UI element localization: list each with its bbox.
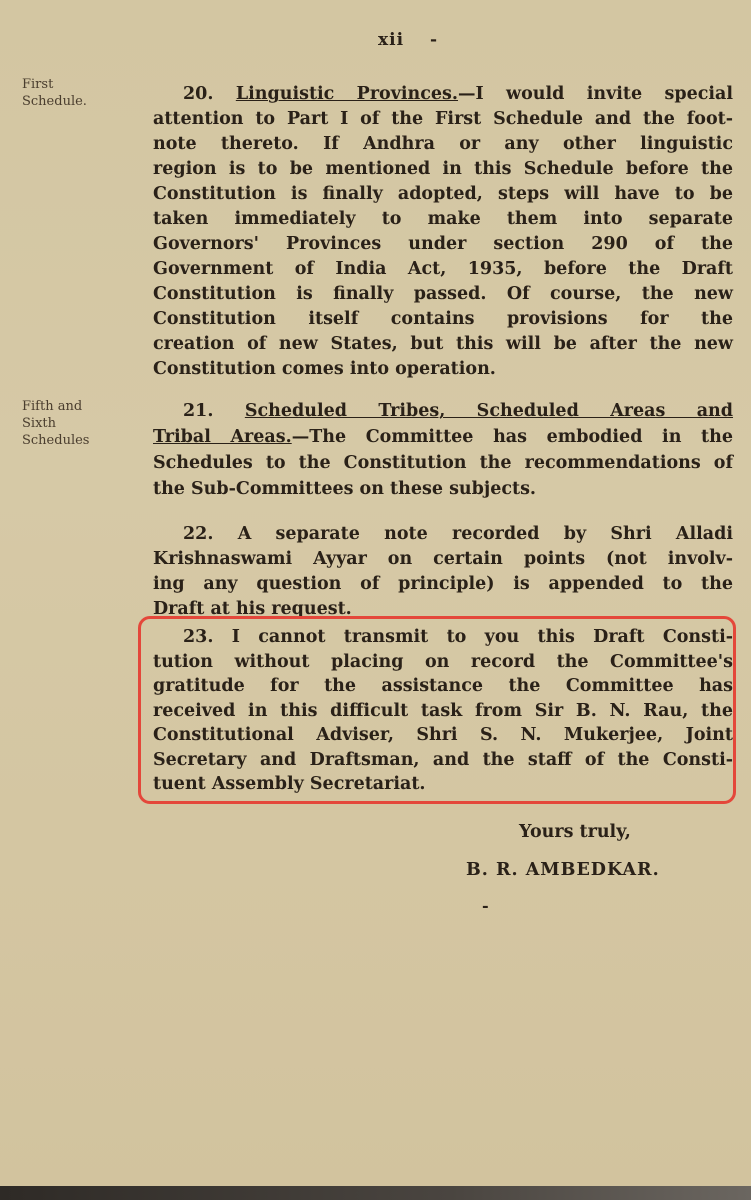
- paragraph-line: ing any question of principle) is appended to the: [153, 574, 733, 594]
- closing-signature: B. R. AMBEDKAR.: [466, 860, 660, 880]
- margin-note-first-schedule: [22, 76, 87, 110]
- paragraph-heading: Scheduled Tribes, Scheduled Areas and: [244, 401, 734, 421]
- paragraph-line: gratitude for the assistance the Committee has: [153, 676, 733, 696]
- signature-dash: -: [482, 896, 489, 915]
- paragraph-line: taken immediately to make them into separate: [153, 209, 733, 229]
- paragraph-line: received in this difficult task from Sir B. N. Rau, the: [153, 700, 733, 721]
- paragraph-line: Secretary and Draftsman, and the staff of the Consti-: [153, 749, 733, 770]
- paragraph-number: 20.: [183, 84, 214, 104]
- paragraph-line: [153, 398, 733, 424]
- paragraph-line: Draft at his request.: [153, 599, 352, 619]
- paragraph-line: Constitutional Adviser, Shri S. N. Mukerjee, Joint: [153, 725, 733, 745]
- highlight-annotation-box: [138, 616, 736, 804]
- paragraph-number: 21.: [183, 401, 214, 421]
- paragraph-line: [153, 82, 733, 107]
- paragraph-line: Krishnaswami Ayyar on certain points (not involv-: [153, 549, 733, 569]
- paragraph-line: creation of new States, but this will be after the new: [153, 334, 733, 354]
- paragraph-line: Government of India Act, 1935, before the Draft: [153, 259, 733, 279]
- margin-note-fifth-sixth-schedules: [22, 398, 89, 449]
- paragraph-line: tuent Assembly Secretariat.: [153, 774, 426, 794]
- margin-note-line: First: [22, 77, 54, 92]
- closing-salutation: Yours truly,: [519, 822, 631, 842]
- paragraph-line: note thereto. If Andhra or any other linguistic: [153, 134, 733, 154]
- margin-note-line: Fifth and: [22, 399, 83, 414]
- paragraph-line: tution without placing on record the Committee's: [153, 651, 733, 672]
- margin-note-line: Schedules: [22, 433, 90, 448]
- paragraph-text: —I would invite special: [458, 84, 734, 104]
- paragraph-heading: Tribal Areas.: [153, 427, 292, 447]
- paragraph-line: 23. I cannot transmit to you this Draft Consti-: [183, 627, 733, 647]
- page-number-dash: -: [430, 30, 438, 50]
- paragraph-line: Constitution is finally adopted, steps will have to be: [153, 184, 733, 204]
- paragraph-line: region is to be mentioned in this Schedule before the: [153, 159, 733, 179]
- paragraph-heading: Linguistic Provinces.: [235, 84, 459, 104]
- paragraph-line: Constitution comes into operation.: [153, 359, 496, 379]
- paragraph-line: the Sub-Committees on these subjects.: [153, 479, 537, 499]
- paragraph-line: Constitution is finally passed. Of course, the new: [153, 284, 733, 304]
- margin-note-line: Sixth: [22, 416, 56, 431]
- page-number: xii: [378, 30, 405, 50]
- paragraph-line: Governors' Provinces under section 290 of the: [153, 234, 733, 254]
- bottom-edge-bar: [0, 1186, 751, 1200]
- paragraph-text: —The Committee has embodied in the: [291, 427, 733, 447]
- paragraph-line: Constitution itself contains provisions for the: [153, 309, 733, 329]
- paragraph-line: [153, 424, 733, 450]
- paragraph-line: 22. A separate note recorded by Shri Alladi: [183, 524, 733, 544]
- paragraph-21: [153, 398, 733, 502]
- paragraph-20: [153, 82, 733, 382]
- margin-note-line: Schedule.: [22, 94, 87, 109]
- paragraph-line: Schedules to the Constitution the recommendations of: [153, 453, 733, 473]
- paragraph-line: attention to Part I of the First Schedule and the foot-: [153, 109, 733, 129]
- paragraph-22: [153, 522, 733, 622]
